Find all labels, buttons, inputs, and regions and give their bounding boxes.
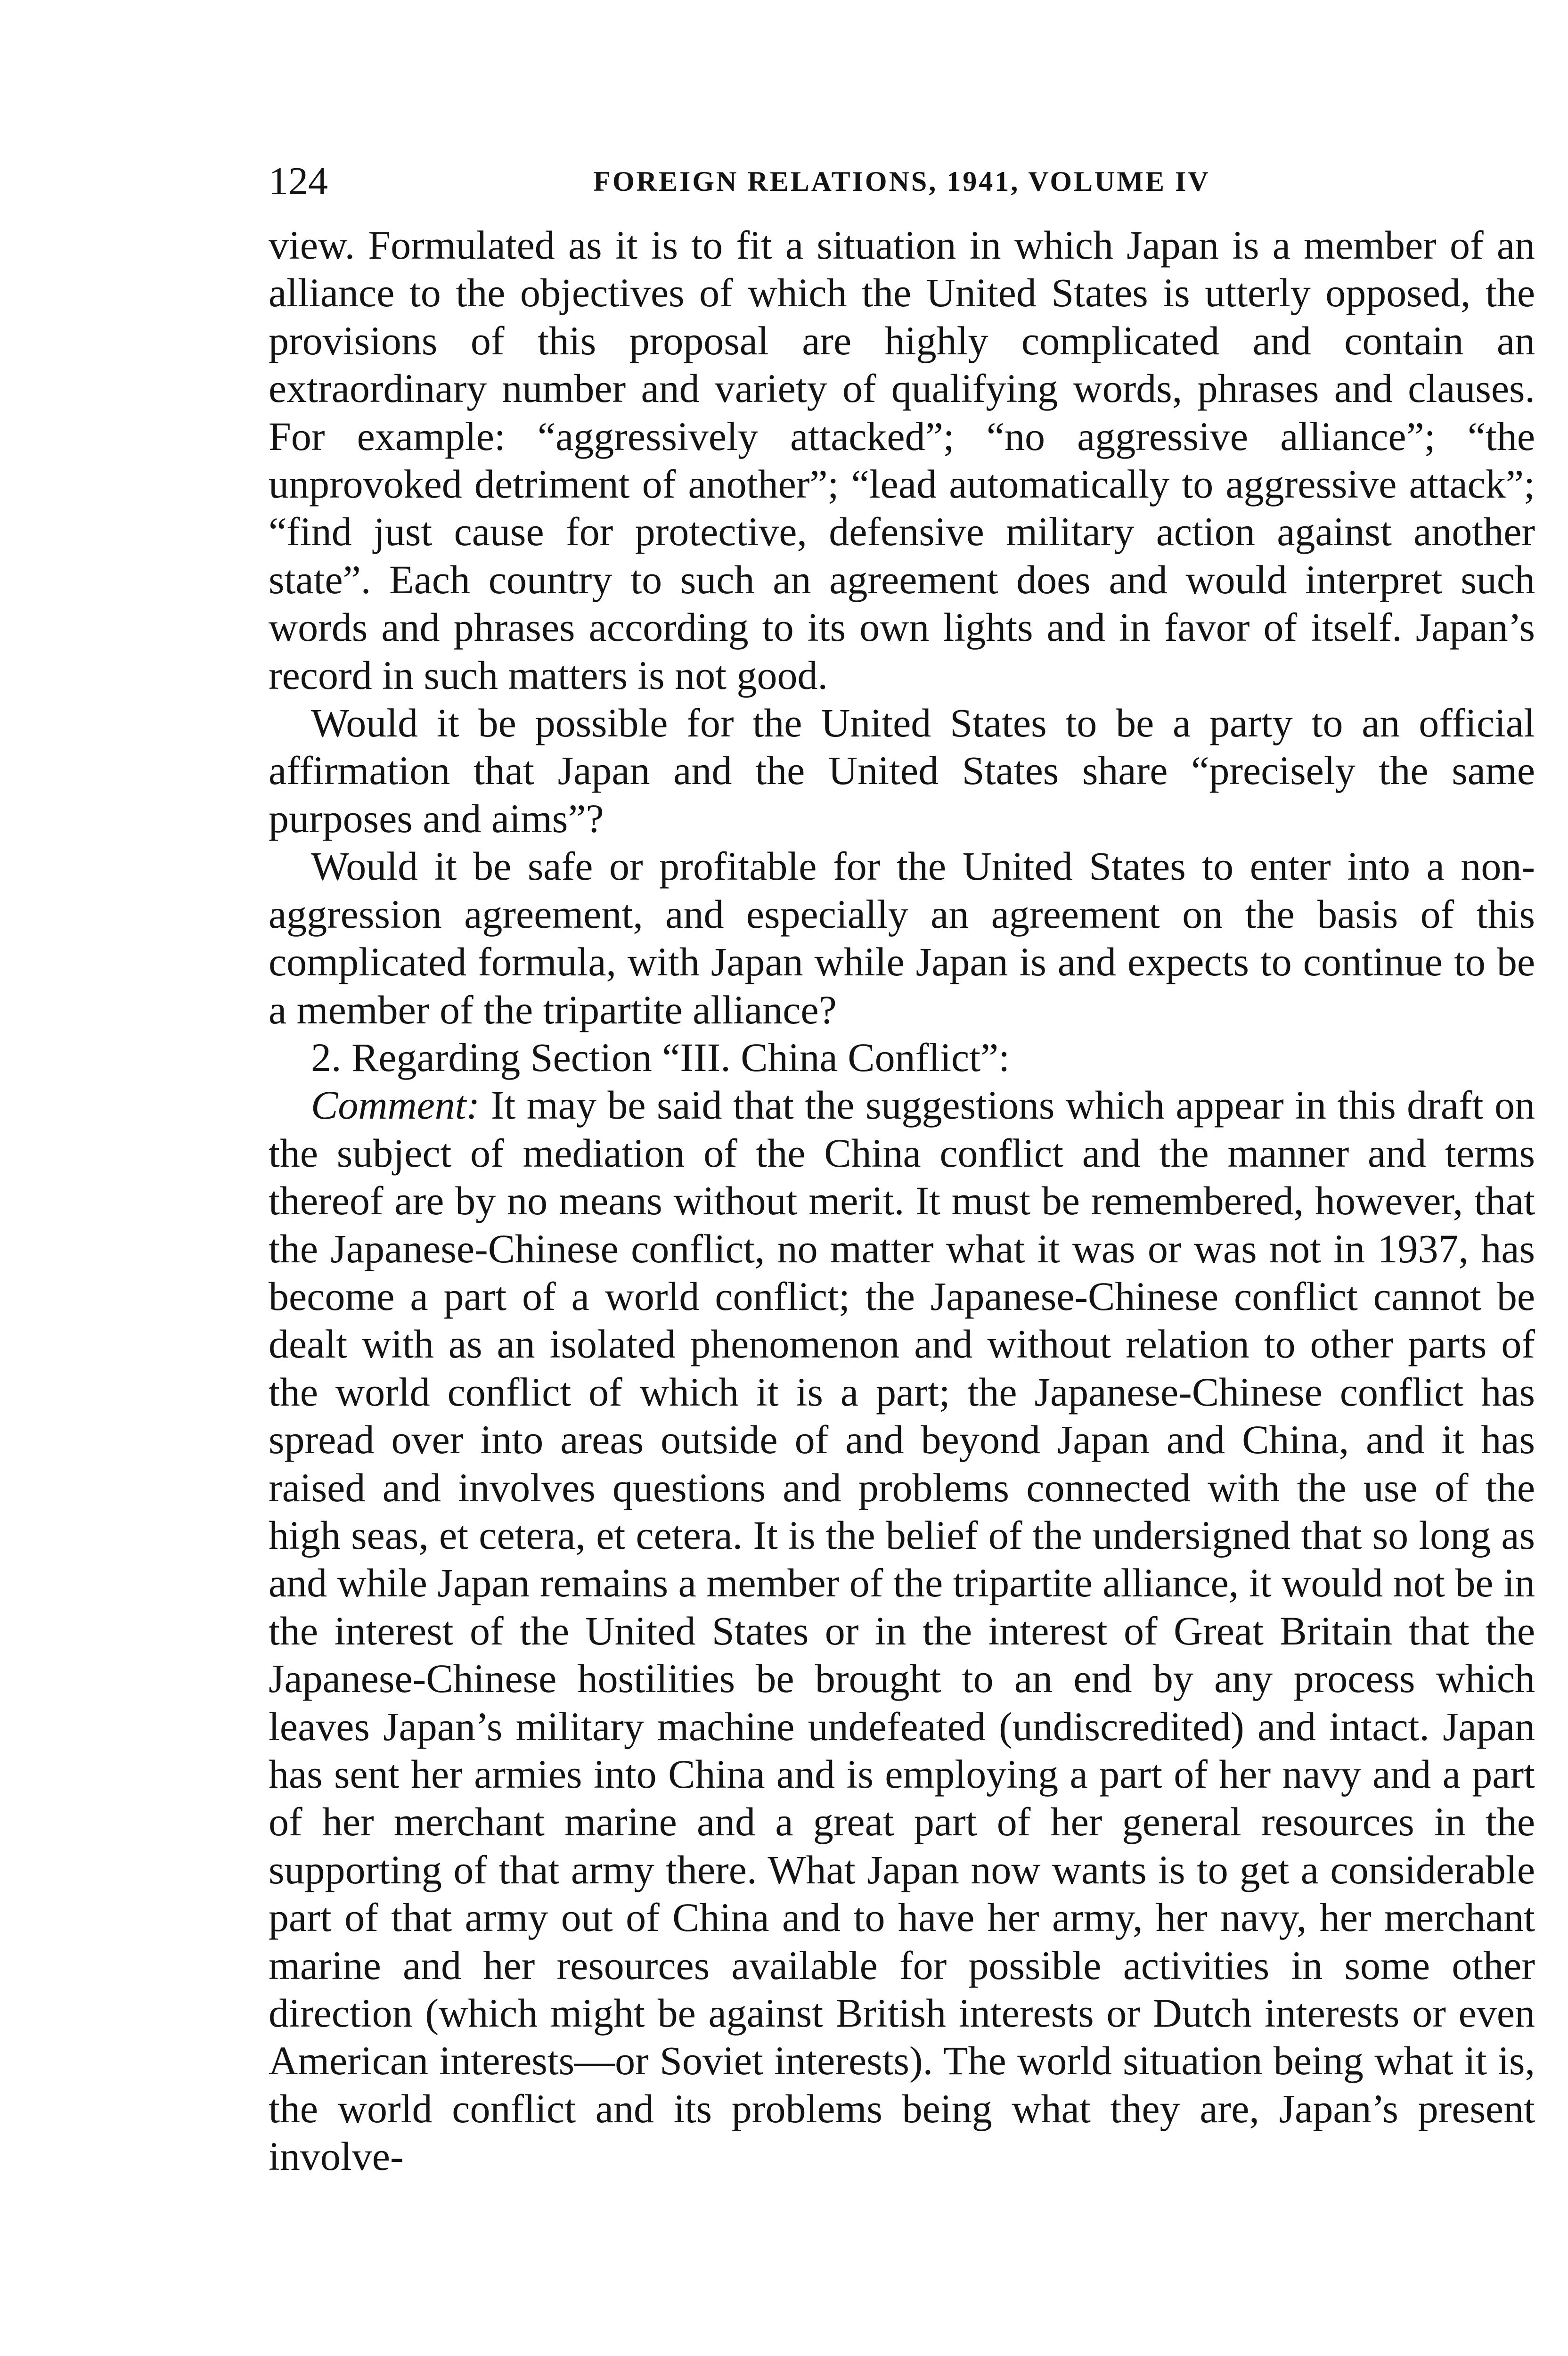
running-head: FOREIGN RELATIONS, 1941, VOLUME IV xyxy=(593,166,1210,197)
paragraph-non-aggression-question: Would it be safe or profitable for the United States to enter into a non-aggression agreement, and especially an agreement on the basis of this complicated formula, with Japan while Japan is and expects to continue to be a member of the tripartite alliance? xyxy=(269,843,1535,1032)
comment-text: It may be said that the suggestions which appear in this draft on the subject of mediation of the China conflict and the manner and terms thereof are by no means without merit. It must be remembered, however, that the Japanese-Chinese conflict, no matter what it was or was not in 1937, has become a part of a world conflict; the Japanese-Chinese conflict cannot be dealt with as an isolated phenomenon and without relation to other parts of the world conflict of which it is a part; the Japanese-Chinese conflict has spread over into areas outside of and beyond Japan and China, and it has raised and involves questions and problems connected with the use of the high seas, et cetera, et cetera. It is the belief of the undersigned that so long as and while Japan remains a member of the tripartite alliance, it would not be in the interest of the United States or in the interest of Great Britain that the Japanese-Chinese hostilities be brought to an end by any process which leaves Japan’s military machine undefeated (undiscredited) and intact. Japan has sent her armies into China and is employing a part of her navy and a part of her merchant marine and a great part of her general resources in the supporting of that army there. What Japan now wants is to get a considerable part of that army out of China and to have her army, her navy, her merchant marine and her resources available for possible activities in some other direction (which might be against British interests or Dutch interests or even American interests—or Soviet interests). The world situation being what it is, the world conflict and its problems being what they are, Japan’s present involve- xyxy=(269,1082,1535,2179)
comment-paragraph xyxy=(269,1081,1535,2180)
body-text xyxy=(269,221,1535,2181)
comment-label: Comment: xyxy=(311,1082,480,1128)
document-page xyxy=(269,155,1535,2181)
paragraph-continuation: view. Formulated as it is to fit a situation in which Japan is a member of an alliance to the objectives of which the United States is utterly opposed, the provisions of this proposal are highly complicated and contain an extraordinary number and variety of qualifying words, phrases and clauses. For example: “aggressively attacked”; “no aggressive alliance”; “the unprovoked detriment of another”; “lead automatically to aggressive attack”; “find just cause for protective, defensive military action against another state”. Each country to such an agreement does and would interpret such words and phrases according to its own lights and in favor of itself. Japan’s record in such matters is not good. xyxy=(269,222,1535,698)
paragraph-affirmation-question: Would it be possible for the United States to be a party to an official affirmation that Japan and the United States share “precisely the same purposes and aims”? xyxy=(269,700,1535,841)
page-header xyxy=(269,155,1535,207)
page-number: 124 xyxy=(269,159,328,203)
section-heading-china-conflict: 2. Regarding Section “III. China Conflict”: xyxy=(311,1034,1010,1080)
